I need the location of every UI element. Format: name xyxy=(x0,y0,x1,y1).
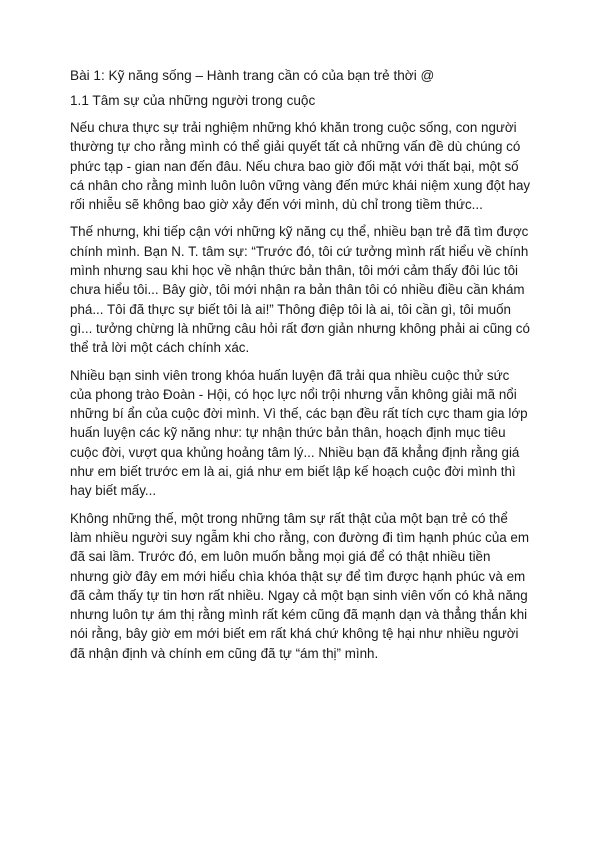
document-title: Bài 1: Kỹ năng sống – Hành trang cần có của bạn trẻ thời @ xyxy=(70,68,435,83)
paragraph-2: Thế nhưng, khi tiếp cận với những kỹ năng cụ thể, nhiều bạn trẻ đã tìm được chính mình. Bạn N. T. tâm sự: “Trước đó, tôi cứ tưởng mình rất hiểu về chính mình nhưng sau khi học về nhận thức bản thân, tôi mới cảm thấy đôi lúc tôi chưa hiểu tôi... Bây giờ, tôi mới nhận ra bản thân tôi có nhiều điều cần khám phá... Tôi đã thực sự biết tôi là ai!” Thông điệp tôi là ai, tôi cần gì, tôi muốn gì... tưởng chừng là những câu hỏi rất đơn giản nhưng không phải ai cũng có thể trả lời một cách chính xác. xyxy=(70,224,530,356)
paragraph-3: Nhiều bạn sinh viên trong khóa huấn luyện đã trải qua nhiều cuộc thử sức của phong trào Đoàn - Hội, có học lực nổi trội nhưng vẫn không giải mã nổi những bí ẩn của cuộc đời mình. Vì thế, các bạn đều rất tích cực tham gia lớp huấn luyện các kỹ năng như: tự nhận thức bản thân, hoạch định mục tiêu cuộc đời, vượt qua khủng hoảng tâm lý... Nhiều bạn đã khẳng định rằng giá như em biết trước em là ai, giá như em biết lập kế hoạch cuộc đời mình thì hay biết mấy... xyxy=(70,367,528,499)
paragraph-1: Nếu chưa thực sự trải nghiệm những khó khăn trong cuộc sống, con người thường tự cho rằng mình có thể giải quyết tất cả những vấn đề dù chúng có phức tạp - gian nan đến đâu. Nếu chưa bao giờ đối mặt với thất bại, một số cá nhân cho rằng mình luôn luôn vững vàng đến mức khái niệm xung đột hay rối nhiễu sẽ không bao giờ xảy đến với mình, dù chỉ trong tiềm thức... xyxy=(70,120,531,213)
paragraph-4: Không những thế, một trong những tâm sự rất thật của một bạn trẻ có thể làm nhiều người suy ngẫm khi cho rằng, con đường đi tìm hạnh phúc của em đã sai lầm. Trước đó, em luôn muốn bằng mọi giá để có thật nhiều tiền nhưng giờ đây em mới hiểu chìa khóa thật sự để tìm được hạnh phúc và em đã cảm thấy tự tin hơn rất nhiều. Ngay cả một bạn sinh viên vốn có khả năng nhưng luôn tự ám thị rằng mình rất kém cũng đã mạnh dạn và thẳng thắn khi nói rằng, bây giờ em mới biết em rất khá chứ không tệ hại như nhiều người đã nhận định và chính em cũng đã tự “ám thị” mình. xyxy=(70,510,530,661)
document-body xyxy=(70,66,532,671)
section-heading: 1.1 Tâm sự của những người trong cuộc xyxy=(70,93,316,108)
